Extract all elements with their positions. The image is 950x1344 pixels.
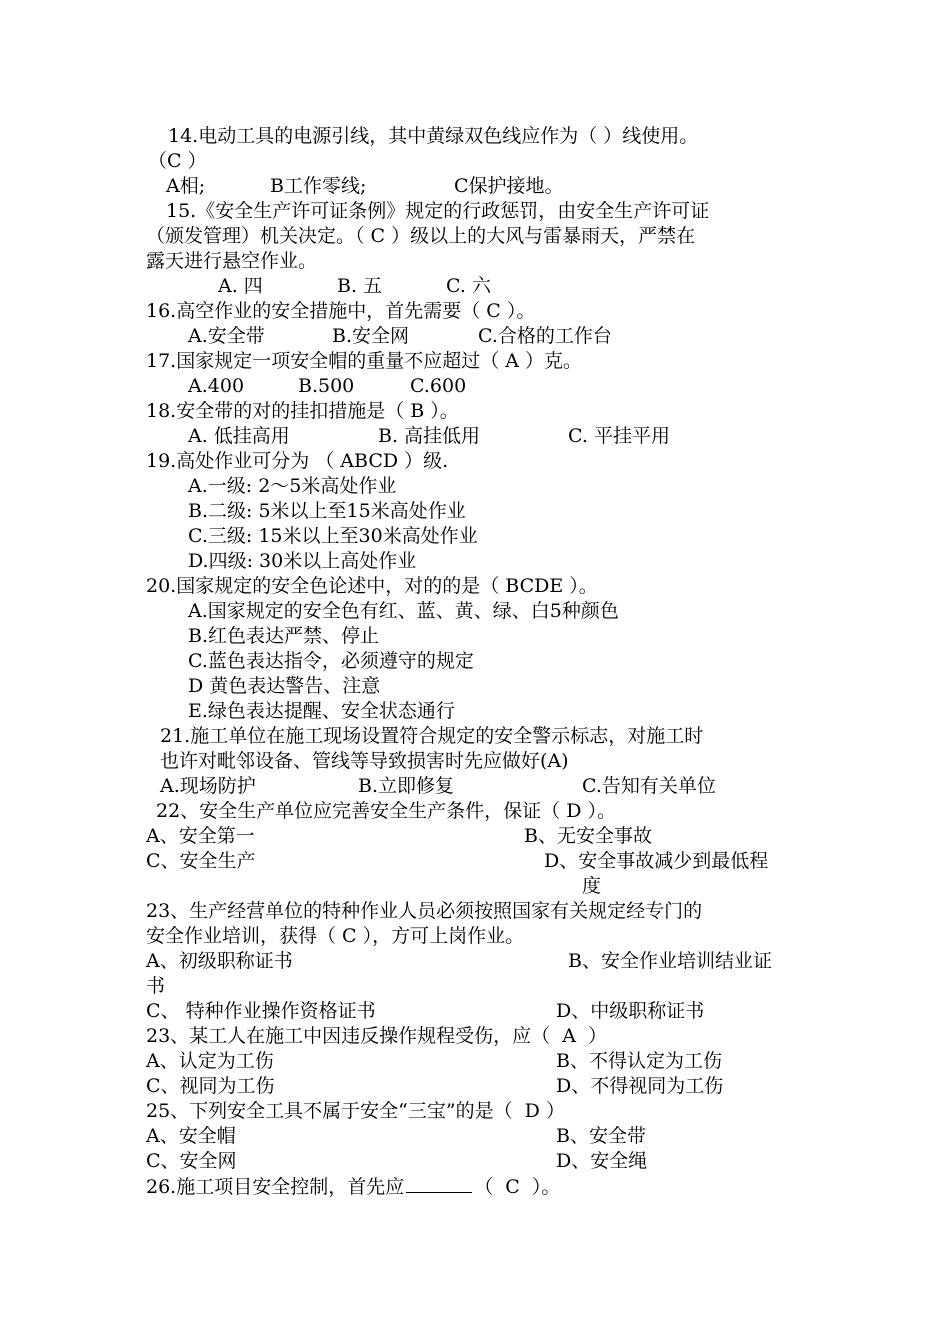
q21-option-a: A.现场防护 (160, 775, 256, 797)
q14-option-b: B工作零线; (270, 175, 367, 197)
q18-option-c: C. 平挂平用 (568, 425, 670, 447)
q25-option-d: D、安全绳 (556, 1150, 648, 1172)
q21-line-1: 21.施工单位在施工现场设置符合规定的安全警示标志，对施工时 (160, 725, 704, 747)
q20-stem: 20.国家规定的安全色论述中，对的的是（ BCDE ）。 (146, 575, 598, 597)
q14-option-a: A相; (166, 175, 206, 197)
q25-option-a: A、安全帽 (146, 1125, 236, 1147)
q23b-option-a: A、认定为工伤 (146, 1050, 274, 1072)
q15-option-b: B. 五 (337, 275, 383, 297)
q23b-stem: 23、某工人在施工中因违反操作规程受伤，应（ A ） (146, 1025, 608, 1047)
q16-option-c: C.合格的工作台 (478, 325, 612, 347)
q20-option-d: D 黄色表达警告、注意 (188, 675, 381, 697)
q15-option-c: C. 六 (446, 275, 491, 297)
q22-option-d-wrap: 度 (582, 875, 602, 897)
q19-option-b: B.二级: 5米以上至15米高处作业 (188, 500, 466, 522)
q14-answer: （C ） (148, 150, 207, 172)
q22-option-a: A、安全第一 (146, 825, 255, 847)
q18-option-a: A. 低挂高用 (188, 425, 290, 447)
q26-stem-text: 26.施工项目安全控制，首先应 (146, 1176, 405, 1198)
q21-option-c: C.告知有关单位 (582, 775, 716, 797)
q15-line-2: （颁发管理）机关决定。（ C ）级以上的大风与雷暴雨天，严禁在 (146, 225, 696, 247)
q23a-option-b: B、安全作业培训结业证 (568, 950, 772, 972)
q22-option-b: B、无安全事故 (524, 825, 652, 847)
q15-option-a: A. 四 (218, 275, 263, 297)
q23b-option-c: C、视同为工伤 (146, 1075, 275, 1097)
q18-option-b: B. 高挂低用 (378, 425, 481, 447)
q17-stem: 17.国家规定一项安全帽的重量不应超过（ A ）克。 (146, 350, 583, 372)
q17-option-b: B.500 (298, 375, 355, 397)
q22-option-d: D、安全事故减少到最低程 (544, 850, 769, 872)
q17-option-a: A.400 (188, 375, 245, 397)
q19-option-a: A.一级: 2～5米高处作业 (188, 475, 397, 497)
q23a-option-c: C、 特种作业操作资格证书 (146, 1000, 376, 1022)
q20-option-a: A.国家规定的安全色有红、蓝、黄、绿、白5种颜色 (188, 600, 619, 622)
q20-option-e: E.绿色表达提醒、安全状态通行 (188, 700, 455, 722)
q21-option-b: B.立即修复 (358, 775, 455, 797)
q23b-option-d: D、不得视同为工伤 (556, 1075, 724, 1097)
q22-option-c: C、安全生产 (146, 850, 256, 872)
q26-blank-underline (406, 1174, 472, 1193)
q22-stem: 22、安全生产单位应完善安全生产条件，保证（ D ）。 (156, 800, 616, 822)
q18-stem: 18.安全带的对的挂扣措施是（ B ）。 (146, 400, 459, 422)
q16-option-b: B.安全网 (332, 325, 410, 347)
q14-option-c: C保护接地。 (454, 175, 564, 197)
q25-option-b: B、安全带 (556, 1125, 646, 1147)
q23a-line-2: 安全作业培训，获得（ C ），方可上岗作业。 (146, 925, 525, 947)
q20-option-b: B.红色表达严禁、停止 (188, 625, 380, 647)
q15-line-1: 15.《安全生产许可证条例》规定的行政惩罚，由安全生产许可证 (166, 200, 710, 222)
q14-stem: 14.电动工具的电源引线，其中黄绿双色线应作为（ ）线使用。 (168, 125, 699, 147)
q16-stem: 16.高空作业的安全措施中，首先需要（ C ）。 (146, 300, 536, 322)
q17-option-c: C.600 (410, 375, 467, 397)
q21-line-2: 也许对毗邻设备、管线等导致损害时先应做好(A) (160, 750, 569, 772)
q26-answer: （ C ）。 (474, 1176, 561, 1198)
q19-option-d: D.四级: 30米以上高处作业 (188, 550, 417, 572)
q19-stem: 19.高处作业可分为 （ ABCD ）级. (146, 450, 449, 472)
q23a-option-d: D、中级职称证书 (556, 1000, 705, 1022)
q23a-option-a: A、初级职称证书 (146, 950, 293, 972)
q16-option-a: A.安全带 (188, 325, 265, 347)
q23b-option-b: B、不得认定为工伤 (556, 1050, 722, 1072)
q25-option-c: C、安全网 (146, 1150, 237, 1172)
q19-option-c: C.三级: 15米以上至30米高处作业 (188, 525, 478, 547)
q20-option-c: C.蓝色表达指令，必须遵守的规定 (188, 650, 474, 672)
q15-line-3: 露天进行悬空作业。 (146, 250, 318, 272)
q25-stem: 25、下列安全工具不属于安全“三宝”的是（ D ） (146, 1100, 565, 1122)
q26-stem (146, 1174, 560, 1199)
q23a-option-b-wrap: 书 (146, 975, 166, 997)
q23a-line-1: 23、生产经营单位的特种作业人员必须按照国家有关规定经专门的 (146, 900, 703, 922)
